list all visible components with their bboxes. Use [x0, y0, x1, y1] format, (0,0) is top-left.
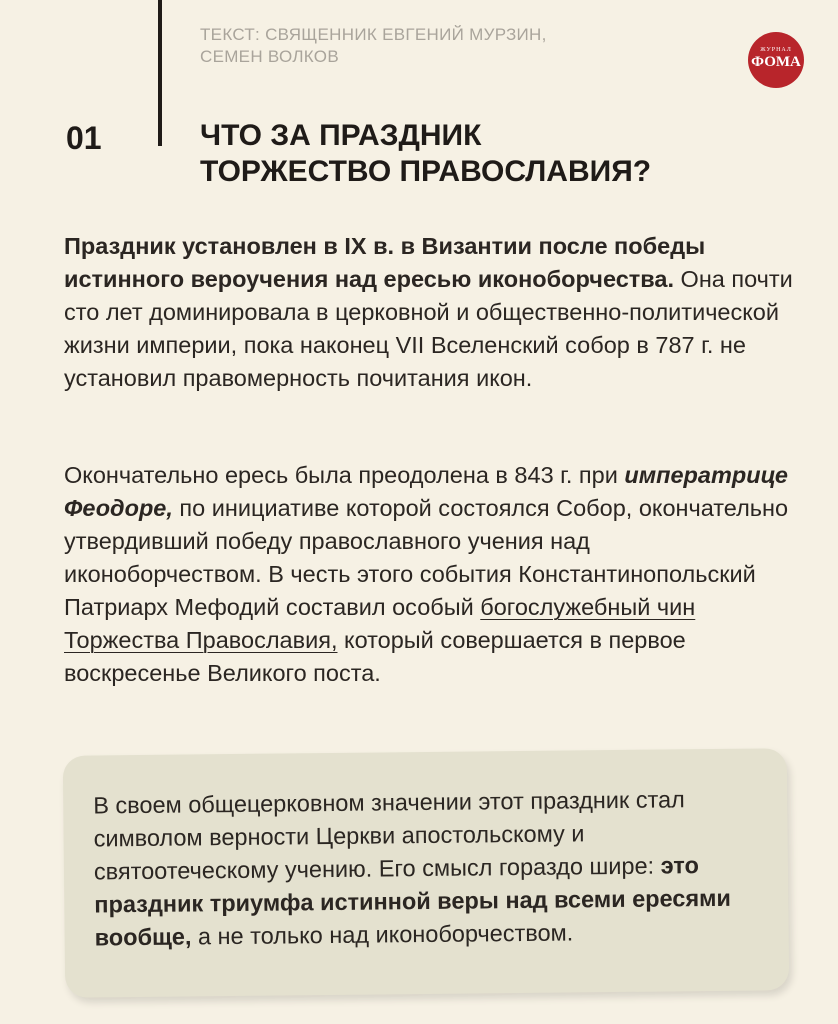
quote-part-2: а не только над иконоборчеством. — [191, 919, 574, 950]
quote-bold: это праздник триумфа истинной веры над всеми ересями вообще, — [94, 852, 732, 951]
author-credits — [200, 24, 547, 68]
section-title-line-1: ЧТО ЗА ПРАЗДНИК — [200, 119, 482, 152]
quote-part-1: В своем общецерковном значении этот праздник стал символом верности Церкви апостольскому и святоотеческому учению. Его смысл гораздо шире: — [93, 786, 685, 885]
paragraph-2-part-3: который совершается в первое воскресенье Великого поста. — [64, 627, 686, 686]
highlight-quote-box — [63, 748, 789, 998]
paragraph-1-rest: Она почти сто лет доминировала в церковной и общественно-политической жизни империи, пока наконец VII Вселенский собор в 787 г. не установил правомерность почитания икон. — [64, 266, 793, 391]
liturgy-link[interactable]: богослужебный чин Торжества Православия, — [64, 594, 696, 653]
section-number: 01 — [66, 120, 102, 156]
vertical-divider-line — [158, 0, 162, 146]
paragraph-1-bold: Праздник установлен в IX в. в Византии после победы истинного вероучения над ересью иконоборчества. — [64, 233, 706, 292]
empress-name: императрице Феодоре, — [64, 462, 788, 521]
paragraph-2-part-2: по инициативе которой состоялся Собор, окончательно утвердивший победу православного учения над иконоборчеством. В честь этого события Константинопольский Патриарх Мефодий составил особый — [64, 495, 789, 620]
section-title — [200, 118, 780, 190]
section-title-line-2: ТОРЖЕСТВО ПРАВОСЛАВИЯ? — [200, 155, 652, 188]
credits-line-1: ТЕКСТ: СВЯЩЕННИК ЕВГЕНИЙ МУРЗИН, — [200, 25, 547, 44]
logo-small-text: ЖУРНАЛ — [760, 47, 792, 53]
logo-title-text: ФОМА — [751, 54, 801, 70]
credits-line-2: СЕМЕН ВОЛКОВ — [200, 47, 339, 66]
quote-text — [93, 782, 775, 954]
paragraph-2 — [64, 459, 794, 690]
foma-magazine-logo — [748, 32, 804, 88]
paragraph-1 — [64, 230, 794, 395]
paragraph-2-part-1: Окончательно ересь была преодолена в 843 г. при — [64, 462, 625, 488]
